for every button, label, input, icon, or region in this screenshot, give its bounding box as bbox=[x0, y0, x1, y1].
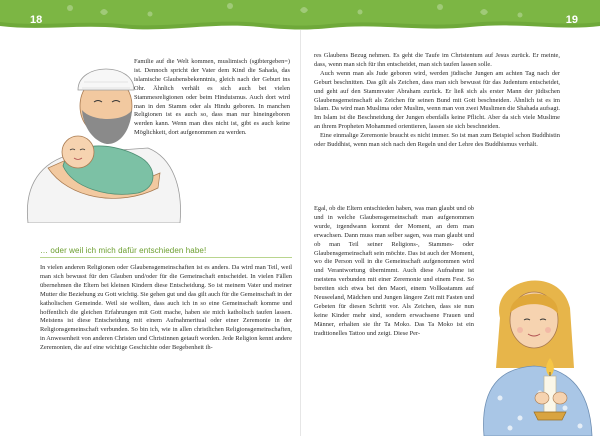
page-number-right: 19 bbox=[565, 14, 578, 26]
heading-rule bbox=[40, 257, 292, 258]
right-para-4: Egal, ob die Eltern entschieden haben, was man glaubt und ob und in welche Glaubensgemeinschaft man aufgenommen wurde, irgendwann kommt der Moment, an dem man erwachsen. Dann muss man selber sagen, was man glaubt und ob man Teil seiner Religions-, Stammes- oder Glaubensgemeinschaft sein möchte. Das ist auch der Moment, wo die Person voll in die Gemeinschaft aufgenommen wird und Verantwortung übernimmt. Auch diese Aufnahme ist meistens verbunden mit einer Zeremonie und einem Fest. So bereiten sich etwa bei den Maori, einem Vollksstamm auf Neuseeland, Mädchen und Jungen längere Zeit mit Fasten und Gebeten für diesen Schritt vor. Als Zeichen, dass sie nun keine Kinder mehr sind, sondern erwachsene Frauen und Männer, erhalten sie ihr Ta Moko. Das Ta Moko ist ein traditionelles Tattoo und zeigt. Diese Per- bbox=[314, 205, 474, 337]
right-para-1: res Glaubens Bezug nehmen. Es geht die Taufe im Christentum auf Jesus zurück. Er meinte, dass, wenn man sich für ihn entscheidet, man sich taufen lassen solle. bbox=[314, 52, 560, 68]
section-heading: … oder weil ich mich dafür entschieden habe! bbox=[40, 246, 207, 255]
right-para-3: Eine einmalige Zeremonie braucht es nicht immer. So ist man zum Beispiel schon Buddhistin oder Buddhist, wenn man sich nach den Regeln und der Lehre des Buddhismus verhält. bbox=[314, 132, 560, 149]
left-intro-paragraph: Familie auf die Welt kommen, muslimisch (sgibtergeben=) ist. Dennoch spricht der Vater dem Kind die Sahada, das islamische Glaubensbekenntnis, gleich nach der Geburt ins Ohr. Ähnlich verhält es sich auch bei vielen Stammesreligionen oder beim Hinduismus. Auch dort wird man in den Stamm oder als Hindu geboren. In manchen Religionen ist es auch so, dass man nur hineingeboren werden kann. Wenn man dies nicht ist, gibt es auch keine Möglichkeit, dort aufgenommen zu werden. bbox=[134, 58, 290, 137]
right-body-text-top bbox=[314, 52, 560, 150]
page-number-left: 18 bbox=[30, 14, 43, 26]
page-gutter bbox=[300, 30, 301, 436]
right-para-2: Auch wenn man als Jude geboren wird, werden jüdische Jungen am achten Tag nach der Geburt beschnitten. Das gilt als Zeichen, dass man sich bewusst für das Judentum entscheidet, und geht auf den Stammvater Abraham zurück. Er ließ sich als erster Mann der jüdischen Glaubensgemeinschaft als Zeichen für seinen Bund mit Gott beschneiden. Ähnlich ist es im Islam. Da wird man Muslima oder Muslim, wenn man von zwei Muslimen die Shahada aufsagt. Im Islam ist die Beschneidung der Jungen ebenfalls keine Pflicht. Aber da sich viele Muslime an ihrem Propheten Mohammed orientieren, lassen sie sich beschneiden. bbox=[314, 69, 560, 131]
girl-with-candle-illustration bbox=[470, 258, 600, 436]
left-body-text: In vielen anderen Religionen oder Glaubensgemeinschaften ist es anders. Da wird man Teil, weil man sich bewusst für den Glauben und/oder für die Gemeinschaft entscheidet. In vielen Fällen übernehmen die Eltern bei kleinen Kindern diese Entscheidung. So ist meinem Vater und meiner Mutter die Beziehung zu Gott wichtig. Sie gehen gut und das gilt auch für die Gemeinschaft in der katholischen Gemeinde. Weil sie wollten, dass auch ich in so eine Gemeinschaft komme und hoffentlich die gleichen Erfahrungen mit Gott mache, haben sie mich katholisch taufen lassen. Meistens ist diese Entscheidung mit einem Aufnahmeritual oder einer Zeremonie in der Religionsgemeinschaft verbunden. So bin ich, wie in allen christlichen Religionsgemeinschaften, in Anwesenheit von anderen Christen und Christinnen getauft worden. Jede Religion kennt andere Zeremonien, die auf eine wichtige Geschichte oder Begebenheit ih- bbox=[40, 264, 293, 352]
right-body-text-bottom bbox=[314, 205, 474, 339]
